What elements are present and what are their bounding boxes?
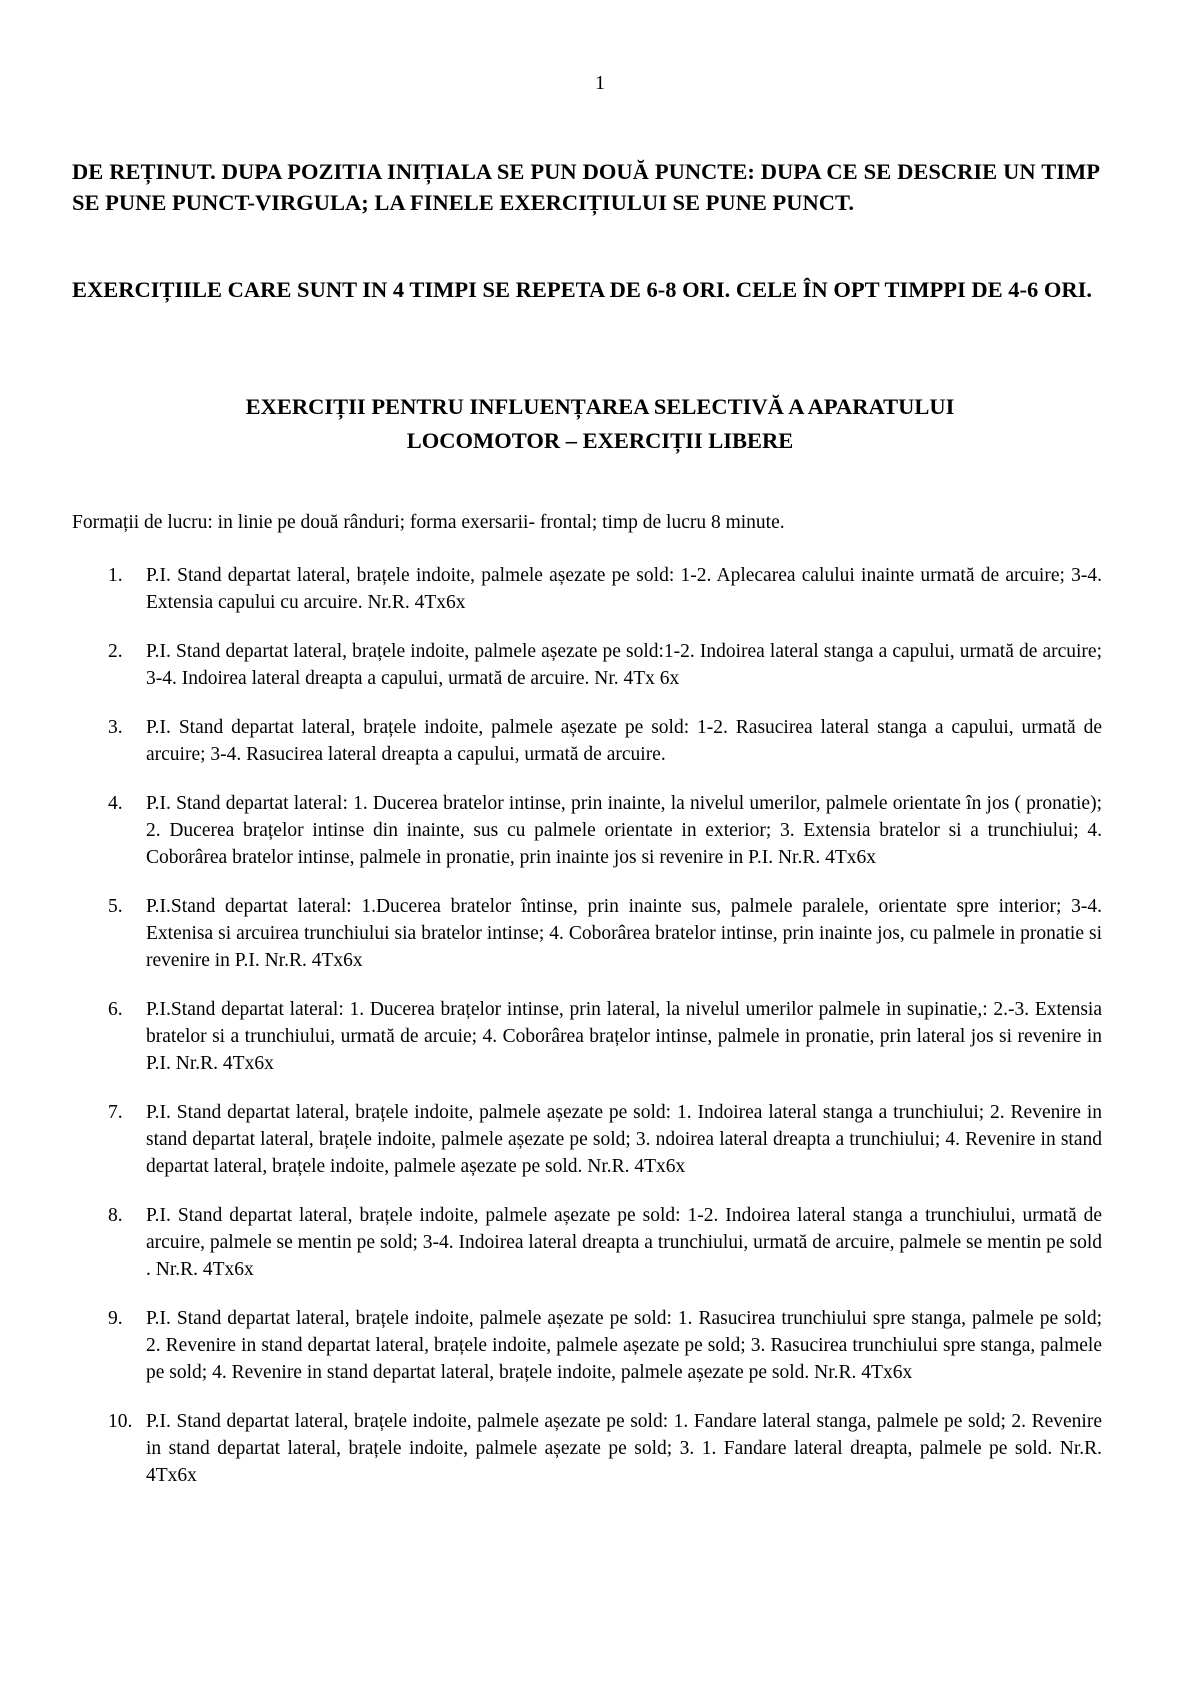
notice-paragraph: DE REȚINUT. DUPA POZITIA INIȚIALA SE PUN DOUĂ PUNCTE: DUPA CE SE DESCRIE UN TIMP SE PUNE PUNCT-VIRGULA; LA FINELE EXERCIȚIULUI SE PUNE PUNCT. [72, 159, 1100, 215]
list-item [72, 562, 1102, 616]
list-item-number: 4. [108, 793, 123, 814]
list-item-number: 3. [108, 717, 123, 738]
list-item-number: 2. [108, 641, 123, 662]
list-item [72, 638, 1102, 692]
section-title-line: LOCOMOTOR – EXERCIȚII LIBERE [406, 428, 794, 453]
list-item [72, 790, 1102, 871]
list-item-number: 5. [108, 896, 123, 917]
list-item-number: 9. [108, 1308, 123, 1329]
formation-paragraph: Formații de lucru: in linie pe două rânduri; forma exersarii- frontal; timp de lucru 8 minute. [72, 512, 785, 533]
list-item-text: P.I. Stand departat lateral, brațele indoite, palmele așezate pe sold: 1. Fandare lateral stanga, palmele pe sold; 2. Revenire in stand departat lateral, brațele indoite, palmele așezate pe sold; 3. 1. Fandare lateral dreapta, palmele pe sold. Nr.R. 4Tx6x [146, 1411, 1102, 1486]
list-item-text: P.I. Stand departat lateral, brațele indoite, palmele așezate pe sold: 1-2. Rasucirea lateral stanga a capului, urmată de arcuire; 3-4. Rasucirea lateral dreapta a capului, urmată de arcuire. [146, 717, 1102, 765]
list-item [72, 1202, 1102, 1283]
page-number: 1 [595, 72, 605, 94]
list-item [72, 996, 1102, 1077]
list-item [72, 714, 1102, 768]
list-item-text: P.I. Stand departat lateral, brațele indoite, palmele așezate pe sold: 1-2. Indoirea lateral stanga a trunchiului, urmată de arcuire, palmele se mentin pe sold; 3-4. Indoirea lateral dreapta a trunchiului, urmată de arcuire, palmele se mentin pe sold . Nr.R. 4Tx6x [146, 1205, 1102, 1280]
list-item-number: 10. [108, 1411, 133, 1432]
notice-paragraph: EXERCIȚIILE CARE SUNT IN 4 TIMPI SE REPETA DE 6-8 ORI. CELE ÎN OPT TIMPPI DE 4-6 ORI. [72, 277, 1092, 302]
list-item-number: 1. [108, 565, 123, 586]
list-item [72, 893, 1102, 974]
list-item-text: P.I. Stand departat lateral: 1. Ducerea bratelor intinse, prin inainte, la nivelul umerilor, palmele orientate în jos ( pronatie); 2. Ducerea brațelor intinse din inainte, sus cu palmele orientate in exterior; 3. Extensia bratelor si a trunchiului; 4. Coborârea bratelor intinse, palmele in pronatie, prin inainte jos si revenire in P.I. Nr.R. 4Tx6x [146, 793, 1102, 868]
section-title [72, 390, 1128, 458]
list-item [72, 1305, 1102, 1386]
list-item-number: 6. [108, 999, 123, 1020]
list-item-text: P.I. Stand departat lateral, brațele indoite, palmele așezate pe sold: 1-2. Aplecarea calului inainte urmată de arcuire; 3-4. Extensia capului cu arcuire. Nr.R. 4Tx6x [146, 565, 1102, 613]
list-item-number: 7. [108, 1102, 123, 1123]
list-item-text: P.I. Stand departat lateral, brațele indoite, palmele așezate pe sold: 1. Indoirea lateral stanga a trunchiului; 2. Revenire in stand departat lateral, brațele indoite, palmele așezate pe sold; 3. ndoirea lateral dreapta a trunchiului; 4. Revenire in stand departat lateral, brațele indoite, palmele așezate pe sold. Nr.R. 4Tx6x [146, 1102, 1102, 1177]
list-item-text: P.I. Stand departat lateral, brațele indoite, palmele așezate pe sold:1-2. Indoirea lateral stanga a capului, urmată de arcuire; 3-4. Indoirea lateral dreapta a capului, urmată de arcuire. Nr. 4Tx 6x [146, 641, 1102, 689]
list-item-text: P.I. Stand departat lateral, brațele indoite, palmele așezate pe sold: 1. Rasucirea trunchiului spre stanga, palmele pe sold; 2. Revenire in stand departat lateral, brațele indoite, palmele așezate pe sold; 3. Rasucirea trunchiului spre stanga, palmele pe sold; 4. Revenire in stand departat lateral, brațele indoite, palmele așezate pe sold. Nr.R. 4Tx6x [146, 1308, 1102, 1383]
exercise-list [72, 562, 1102, 1511]
list-item-text: P.I.Stand departat lateral: 1.Ducerea bratelor întinse, prin inainte sus, palmele paralele, orientate spre interior; 3-4. Extenisa si arcuirea trunchiului sia bratelor intinse; 4. Coborârea bratelor intinse, prin inainte jos, cu palmele in pronatie si revenire in P.I. Nr.R. 4Tx6x [146, 896, 1102, 971]
section-title-line: EXERCIȚII PENTRU INFLUENȚAREA SELECTIVĂ A APARATULUI [245, 394, 955, 419]
list-item-number: 8. [108, 1205, 123, 1226]
list-item-text: P.I.Stand departat lateral: 1. Ducerea brațelor intinse, prin lateral, la nivelul umerilor palmele in supinatie,: 2.-3. Extensia bratelor si a trunchiului, urmată de arcuie; 4. Coborârea brațelor intinse, palmele in pronatie, prin lateral jos si revenire in P.I. Nr.R. 4Tx6x [146, 999, 1102, 1074]
list-item [72, 1099, 1102, 1180]
list-item [72, 1408, 1102, 1489]
